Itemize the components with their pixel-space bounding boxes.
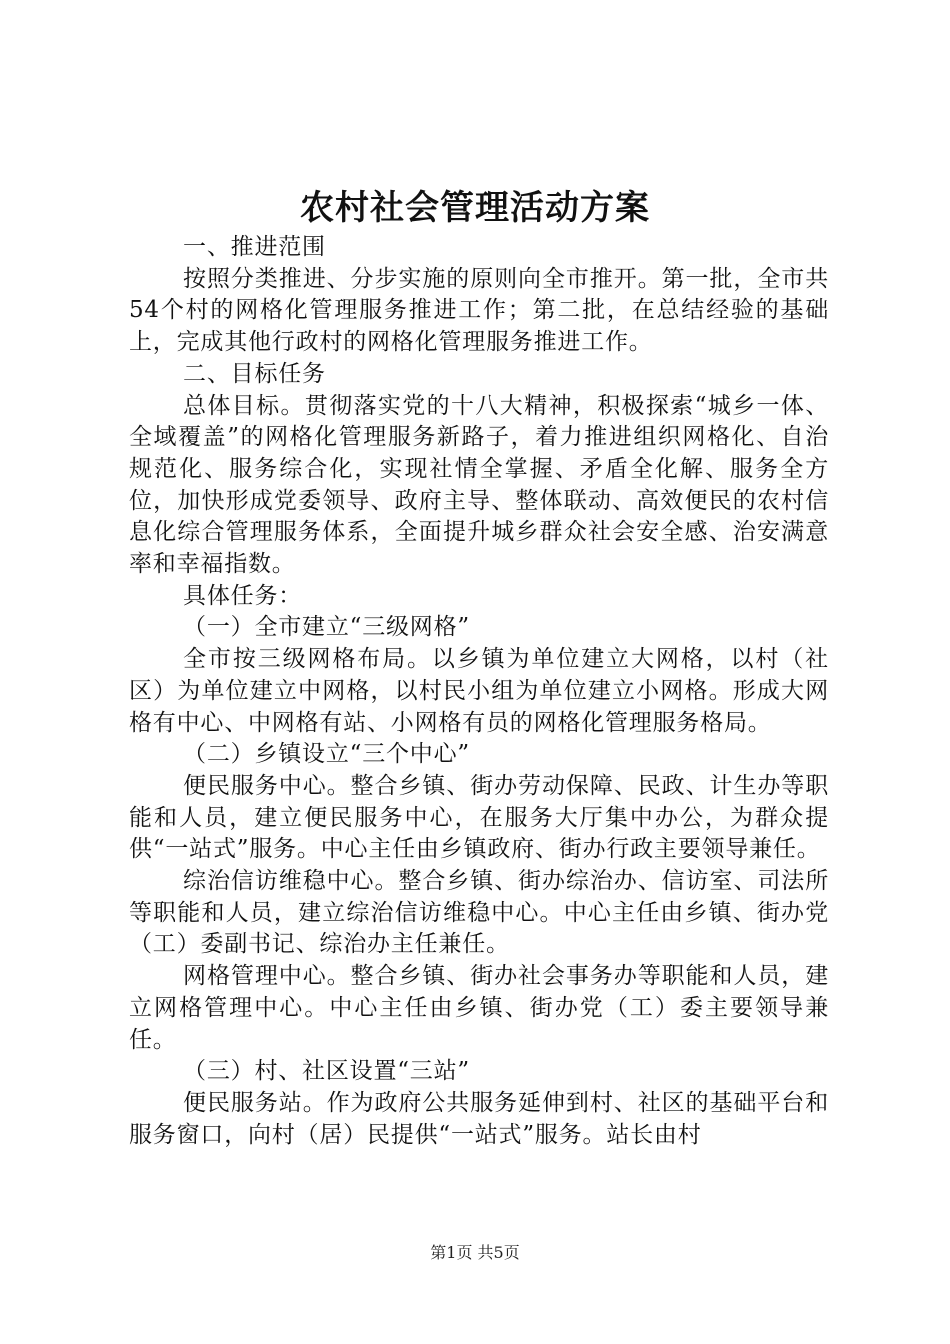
document-title: 农村社会管理活动方案 <box>300 188 650 228</box>
subheading-three-centers: （二）乡镇设立“三个中心” <box>183 741 470 768</box>
paragraph-service-center: 便民服务中心。整合乡镇、街办劳动保障、民政、计生办等职能和人员，建立便民服务中心，在服务大厅集中办公，为群众提供“一站式”服务。中心主任由乡镇政府、街办行政主要领导兼任。 <box>129 772 829 863</box>
paragraph-stability-center: 综治信访维稳中心。整合乡镇、街办综治办、信访室、司法所等职能和人员，建立综治信访维稳中心。中心主任由乡镇、街办党（工）委副书记、综治办主任兼任。 <box>129 868 829 958</box>
page-number-footer: 第1页 共5页 <box>430 1243 520 1262</box>
subheading-three-stations: （三）村、社区设置“三站” <box>183 1058 470 1085</box>
section-heading-scope: 一、推进范围 <box>183 234 326 260</box>
document-body <box>129 232 829 1151</box>
paragraph-three-level-grid: 全市按三级网格布局。以乡镇为单位建立大网格，以村（社区）为单位建立中网格，以村民小组为单位建立小网格。形成大网格有中心、中网格有站、小网格有员的网格化管理服务格局。 <box>129 646 829 736</box>
paragraph-service-station: 便民服务站。作为政府公共服务延伸到村、社区的基础平台和服务窗口，向村（居）民提供“一站式”服务。站长由村 <box>129 1089 829 1148</box>
paragraph-overall-goal: 总体目标。贯彻落实党的十八大精神，积极探索“城乡一体、全域覆盖”的网格化管理服务新路子，着力推进组织网格化、自治规范化、服务综合化，实现社情全掌握、矛盾全化解、服务全方位，加快形成党委领导、政府主导、整体联动、高效便民的农村信息化综合管理服务体系，全面提升城乡群众社会安全感、治安满意率和幸福指数。 <box>129 392 829 578</box>
section-heading-goals: 二、目标任务 <box>183 360 326 387</box>
paragraph-specific-tasks-label: 具体任务： <box>183 582 303 609</box>
paragraph-scope: 按照分类推进、分步实施的原则向全市推开。第一批，全市共54个村的网格化管理服务推进工作；第二批，在总结经验的基础上，完成其他行政村的网格化管理服务推进工作。 <box>129 265 829 356</box>
paragraph-grid-center: 网格管理中心。整合乡镇、街办社会事务办等职能和人员，建立网格管理中心。中心主任由乡镇、街办党（工）委主要领导兼任。 <box>129 963 829 1053</box>
subheading-three-level-grid: （一）全市建立“三级网格” <box>183 614 470 641</box>
